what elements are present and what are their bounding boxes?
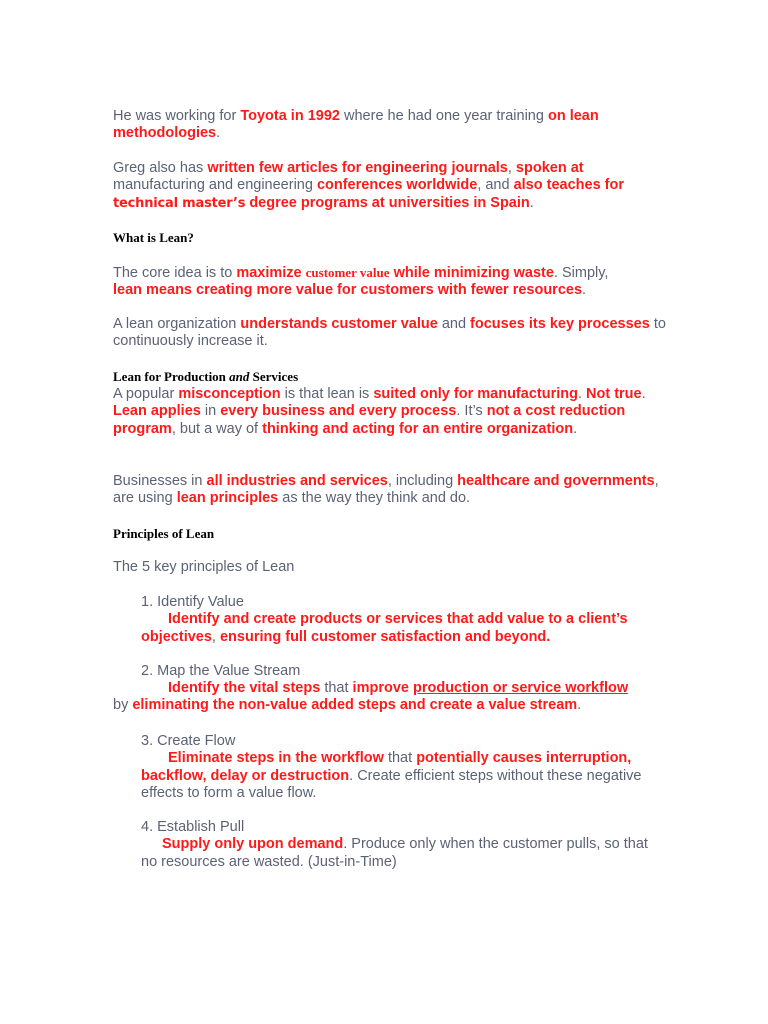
highlight: healthcare and governments <box>457 473 655 489</box>
paragraph-businesses <box>113 473 673 508</box>
text: The core idea is to <box>113 265 237 281</box>
text: is that lean is <box>280 386 374 402</box>
text: , and <box>477 177 514 194</box>
paragraph-core-idea <box>113 264 673 300</box>
principle-item-1 <box>141 594 661 646</box>
paragraph-toyota <box>113 108 673 143</box>
highlight: Supply only upon demand <box>162 836 344 853</box>
highlight: suited only for manufacturing <box>373 386 578 402</box>
text: Businesses in <box>113 473 207 489</box>
text: A lean organization <box>113 316 241 332</box>
principle-title: 3. Create Flow <box>141 733 236 749</box>
heading-what-is-lean: What is Lean? <box>113 230 194 245</box>
paragraph-misconception <box>113 386 673 438</box>
text: . <box>641 386 646 402</box>
highlight: written few articles for engineering journals <box>207 160 508 176</box>
highlight: lean principles <box>176 490 279 507</box>
highlight: every business and every process <box>220 403 457 420</box>
paragraph-five-principles: The 5 key principles of Lean <box>113 559 295 575</box>
highlight: technical master’s <box>113 195 246 211</box>
highlight: misconception <box>178 386 281 402</box>
heading-text: Services <box>249 369 299 384</box>
highlight: potentially causes interruption, backflow, delay or destruction <box>141 750 632 784</box>
highlight: thinking and acting for an entire organization <box>262 420 574 437</box>
text: . <box>529 194 534 211</box>
principle-title: 2. Map the Value Stream <box>141 663 301 679</box>
text: , <box>211 628 220 645</box>
highlight: while minimizing waste <box>389 265 554 281</box>
highlight: Toyota in 1992 <box>240 108 340 124</box>
text: . <box>216 125 221 142</box>
highlight: Eliminate steps in the workflow <box>168 750 384 767</box>
text: and <box>437 316 471 332</box>
text: as the way they think and do. <box>278 490 471 507</box>
text: . <box>577 697 582 713</box>
highlight: on lean methodologies <box>113 108 599 142</box>
text: He was working for <box>113 108 241 124</box>
text: . <box>582 282 587 299</box>
principle-title: 4. Establish Pull <box>141 819 245 835</box>
highlight-underlined: production or service workflow <box>412 680 629 697</box>
highlight: Not true <box>586 386 642 402</box>
highlight: improve <box>352 680 413 697</box>
highlight: not a cost reduction program <box>113 403 626 437</box>
highlight: conferences worldwide <box>316 177 478 194</box>
highlight: spoken at <box>515 160 584 176</box>
text: by <box>113 697 133 713</box>
highlight: Identify the vital steps <box>168 680 321 697</box>
text: . <box>573 420 578 437</box>
text: that <box>383 750 417 767</box>
heading-text: Lean for Production <box>113 369 230 384</box>
highlight: ensuring full customer satisfaction and beyond. <box>219 628 551 645</box>
highlight: maximize <box>236 265 306 281</box>
heading-text-italic: and <box>229 369 250 384</box>
paragraph-greg <box>113 160 673 212</box>
text: . It’s <box>456 403 487 420</box>
principle-item-4 <box>141 819 661 871</box>
principle-item-2 <box>141 663 661 698</box>
highlight: degree programs at universities in Spain <box>245 194 530 211</box>
text: that <box>320 680 353 697</box>
heading-lean-production-services <box>113 369 298 385</box>
highlight: Lean applies <box>113 403 201 420</box>
text: manufacturing and engineering <box>113 177 317 194</box>
principle-item-3 <box>141 733 661 802</box>
text: . Simply, <box>553 265 609 281</box>
highlight: lean means creating more value for customers with fewer resources <box>113 282 583 299</box>
highlight: eliminating the non-value added steps and create a value stream <box>132 697 578 713</box>
text: , <box>507 160 516 176</box>
text: . <box>577 386 587 402</box>
heading-principles-of-lean: Principles of Lean <box>113 526 215 541</box>
text: , are using <box>113 473 659 507</box>
principle-item-2-continuation <box>113 697 673 714</box>
principle-title: 1. Identify Value <box>141 594 244 610</box>
text: . Produce only when the customer pulls, so that no resources are wasted. (Just-in-Time) <box>141 836 648 870</box>
text: . Create efficient steps without these negative effects to form a value flow. <box>141 767 642 801</box>
highlight: Identify and create products or services that add value to a client’s objectives <box>141 611 628 645</box>
text: , but a way of <box>171 420 263 437</box>
highlight: customer value <box>305 265 390 280</box>
highlight: also teaches for <box>513 177 625 194</box>
text: , including <box>387 473 458 489</box>
text: in <box>200 403 221 420</box>
text: A popular <box>113 386 179 402</box>
highlight: understands customer value <box>240 316 438 332</box>
text: where he had one year training <box>339 108 548 124</box>
text: Greg also has <box>113 160 208 176</box>
highlight: all industries and services <box>206 473 388 489</box>
paragraph-lean-organization <box>113 316 673 351</box>
text: to continuously increase it. <box>113 316 666 350</box>
highlight: focuses its key processes <box>470 316 650 332</box>
